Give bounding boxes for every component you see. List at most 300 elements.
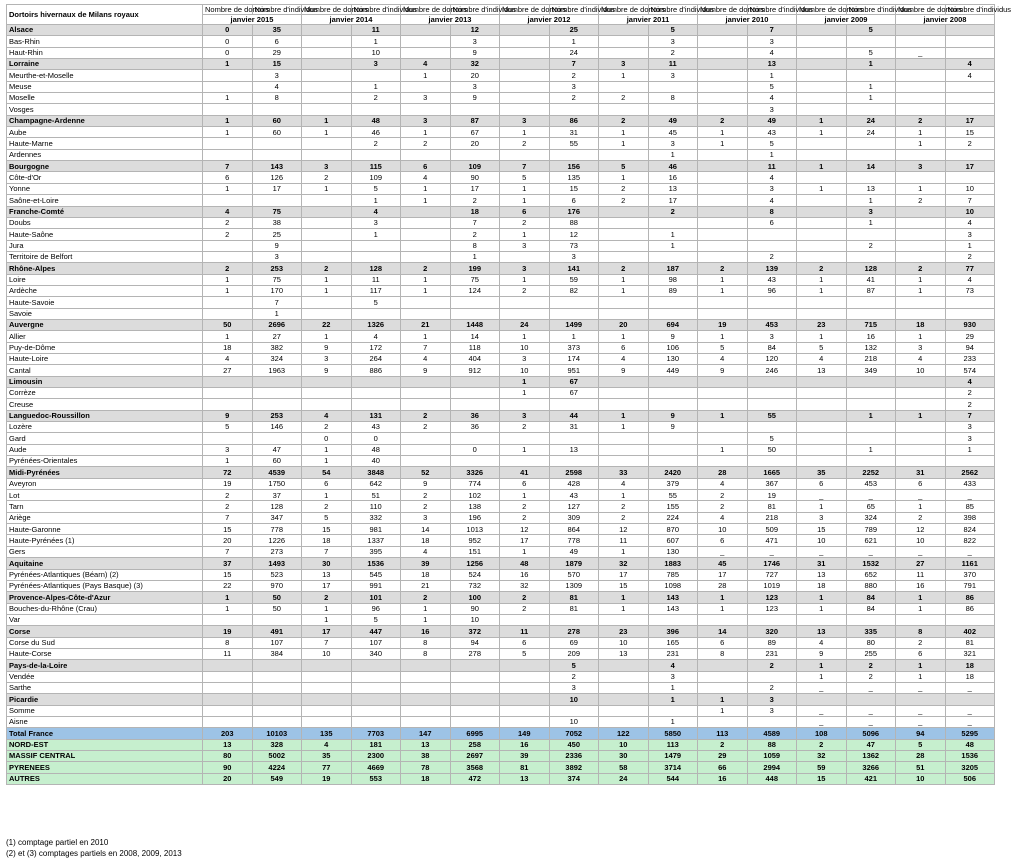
individus-cell: 85 [945,501,995,512]
dortoirs-cell: 37 [203,558,253,569]
individus-cell: 7 [549,59,599,70]
individus-cell: 2300 [351,751,401,762]
dortoirs-cell: 2 [500,592,550,603]
dortoirs-cell: 1 [500,331,550,342]
individus-cell: 6 [549,195,599,206]
dortoirs-cell [797,93,847,104]
individus-cell: 10 [549,694,599,705]
dortoirs-cell: 149 [500,728,550,739]
row-label: Moselle [7,93,203,104]
individus-cell: 16 [648,172,698,183]
individus-cell: 47 [846,739,896,750]
dortoirs-cell [500,251,550,262]
dortoirs-cell: 16 [698,773,748,784]
department-row [7,444,995,455]
dortoirs-cell: 16 [401,626,451,637]
column-header: Nombre d'individus [549,5,599,15]
dortoirs-cell: 5 [896,739,946,750]
individus-cell: 2336 [549,751,599,762]
row-label: Bouches-du-Rhône (Crau) [7,603,203,614]
individus-cell [450,308,500,319]
individus-cell: 2 [450,195,500,206]
individus-cell: _ [846,716,896,727]
individus-cell [450,694,500,705]
individus-cell: 367 [747,478,797,489]
individus-cell: 778 [252,524,302,535]
dortoirs-cell [302,229,352,240]
dortoirs-cell: 1 [797,127,847,138]
individus-cell: 491 [252,626,302,637]
individus-cell: 4 [945,274,995,285]
individus-cell: 1536 [945,751,995,762]
department-row [7,331,995,342]
dortoirs-cell: 2 [203,263,253,274]
dortoirs-cell: 2 [302,422,352,433]
individus-cell: 128 [846,263,896,274]
dortoirs-cell: 2 [599,183,649,194]
dortoirs-cell [599,694,649,705]
dortoirs-cell: 5 [698,342,748,353]
individus-cell: 132 [846,342,896,353]
department-row [7,217,995,228]
row-label: Haute-Loire [7,353,203,364]
individus-cell: 50 [252,603,302,614]
dortoirs-cell [302,308,352,319]
individus-cell [945,47,995,58]
dortoirs-cell: 15 [797,524,847,535]
individus-cell: 2697 [450,751,500,762]
dortoirs-cell: 1 [599,138,649,149]
individus-cell: 421 [846,773,896,784]
individus-cell: 1098 [648,580,698,591]
dortoirs-cell: 147 [401,728,451,739]
dortoirs-cell [896,694,946,705]
individus-cell: 9 [648,422,698,433]
dortoirs-cell: 11 [203,648,253,659]
individus-cell: 3892 [549,762,599,773]
individus-cell: 3714 [648,762,698,773]
individus-cell: 3266 [846,762,896,773]
dortoirs-cell [797,694,847,705]
dortoirs-cell: 39 [401,558,451,569]
dortoirs-cell [203,399,253,410]
individus-cell: 117 [351,285,401,296]
individus-cell: 324 [846,512,896,523]
individus-cell: 1019 [747,580,797,591]
individus-cell: _ [945,716,995,727]
individus-cell: 1 [648,716,698,727]
individus-cell: 1 [846,59,896,70]
dortoirs-cell [500,36,550,47]
individus-cell [450,671,500,682]
individus-cell: 4669 [351,762,401,773]
dortoirs-cell [401,433,451,444]
dortoirs-cell: 2 [401,410,451,421]
dortoirs-cell: 13 [797,569,847,580]
column-header: Nombre de dortoirs [797,5,847,15]
dortoirs-cell: 4 [401,172,451,183]
dortoirs-cell [302,251,352,262]
dortoirs-cell: 1 [203,183,253,194]
individus-cell: 2696 [252,319,302,330]
dortoirs-cell [698,81,748,92]
dortoirs-cell: 2 [698,490,748,501]
individus-cell: 789 [846,524,896,535]
individus-cell [252,433,302,444]
individus-cell: 1 [648,240,698,251]
dortoirs-cell [698,149,748,160]
dortoirs-cell: 1 [401,603,451,614]
individus-cell: 7703 [351,728,401,739]
individus-cell: 5 [549,660,599,671]
individus-cell: 87 [846,285,896,296]
dortoirs-cell: 22 [302,319,352,330]
individus-cell: 472 [450,773,500,784]
row-label: Somme [7,705,203,716]
dortoirs-cell: 17 [302,626,352,637]
individus-cell [945,297,995,308]
individus-cell: 642 [351,478,401,489]
row-label: Sarthe [7,682,203,693]
individus-cell: 3 [945,433,995,444]
dortoirs-cell [500,297,550,308]
year-header: janvier 2013 [401,15,500,25]
individus-cell: 404 [450,353,500,364]
dortoirs-cell: 28 [698,467,748,478]
dortoirs-cell: 1 [302,603,352,614]
individus-cell: 96 [351,603,401,614]
individus-cell: 1532 [846,558,896,569]
dortoirs-cell: 13 [797,626,847,637]
department-row [7,127,995,138]
dortoirs-cell: 0 [302,433,352,444]
dortoirs-cell [797,410,847,421]
individus-cell: 47 [252,444,302,455]
individus-cell: 727 [747,569,797,580]
row-label: Doubs [7,217,203,228]
dortoirs-cell: 17 [302,580,352,591]
dortoirs-cell [698,399,748,410]
dortoirs-cell: 20 [203,535,253,546]
dortoirs-cell: 0 [203,25,253,36]
dortoirs-cell: 1 [698,410,748,421]
dortoirs-cell: 6 [401,161,451,172]
individus-cell: 29 [252,47,302,58]
individus-cell: 113 [648,739,698,750]
dortoirs-cell: 1 [203,93,253,104]
individus-cell: 49 [648,115,698,126]
dortoirs-cell: 1 [203,331,253,342]
row-label: Pyrénées-Orientales [7,456,203,467]
dortoirs-cell [401,251,451,262]
individus-cell [252,149,302,160]
department-row [7,637,995,648]
individus-cell: 51 [351,490,401,501]
dortoirs-cell: 1 [302,614,352,625]
dortoirs-cell: 1 [302,183,352,194]
department-row [7,138,995,149]
dortoirs-cell: 2 [401,422,451,433]
individus-cell [747,229,797,240]
individus-cell: 255 [846,648,896,659]
individus-cell [351,308,401,319]
dortoirs-cell [698,297,748,308]
individus-cell: 970 [252,580,302,591]
individus-cell: 1 [945,444,995,455]
individus-cell: 1 [549,331,599,342]
dortoirs-cell [698,251,748,262]
individus-cell [450,104,500,115]
dortoirs-cell [698,308,748,319]
individus-cell: 131 [351,410,401,421]
dortoirs-cell: 1 [896,671,946,682]
individus-cell: 10 [549,716,599,727]
dortoirs-cell: 15 [203,524,253,535]
dortoirs-cell [797,433,847,444]
dortoirs-cell: 1 [500,127,550,138]
row-label: Total France [7,728,203,739]
individus-cell: 3 [450,81,500,92]
individus-cell [747,716,797,727]
column-header: Nombre d'individus [351,5,401,15]
dortoirs-cell: 1 [599,172,649,183]
department-row [7,104,995,115]
individus-cell: 16 [846,331,896,342]
dortoirs-cell [302,206,352,217]
dortoirs-cell [698,183,748,194]
individus-cell: 67 [549,388,599,399]
dortoirs-cell: 1 [401,274,451,285]
row-label: Meurthe-et-Moselle [7,70,203,81]
individus-cell: 1448 [450,319,500,330]
individus-cell [549,149,599,160]
individus-cell: 174 [549,353,599,364]
individus-cell: 309 [549,512,599,523]
individus-cell: 107 [351,637,401,648]
individus-cell: 24 [549,47,599,58]
dortoirs-cell: 1 [203,115,253,126]
dortoirs-cell: 12 [896,524,946,535]
column-header: Nombre de dortoirs [302,5,352,15]
row-label: Gard [7,433,203,444]
individus-cell: 384 [252,648,302,659]
dortoirs-cell: _ [698,546,748,557]
individus-cell: 65 [846,501,896,512]
dortoirs-cell [797,444,847,455]
dortoirs-cell: 29 [698,751,748,762]
row-label: Haute-Corse [7,648,203,659]
department-row [7,490,995,501]
individus-cell: 86 [549,115,599,126]
individus-cell: 231 [648,648,698,659]
dortoirs-cell: 10 [797,535,847,546]
individus-cell [648,444,698,455]
dortoirs-cell [500,81,550,92]
individus-cell: 544 [648,773,698,784]
dortoirs-cell [302,36,352,47]
dortoirs-cell [797,59,847,70]
row-label: Puy-de-Dôme [7,342,203,353]
individus-cell [351,660,401,671]
individus-cell [648,217,698,228]
individus-cell: 335 [846,626,896,637]
row-label: Bourgogne [7,161,203,172]
dortoirs-cell: 10 [698,524,748,535]
dortoirs-cell [698,376,748,387]
individus-cell: 3 [648,70,698,81]
individus-cell: 43 [747,274,797,285]
dortoirs-cell: 9 [302,342,352,353]
row-label: Ariège [7,512,203,523]
row-label: Vosges [7,104,203,115]
individus-cell: 90 [450,603,500,614]
dortoirs-cell: 10 [500,365,550,376]
dortoirs-cell: 15 [599,580,649,591]
column-header: Nombre de dortoirs [500,5,550,15]
dortoirs-cell: 1 [302,490,352,501]
individus-cell: _ [945,682,995,693]
dortoirs-cell: 2 [797,263,847,274]
individus-cell [351,716,401,727]
individus-cell: 86 [945,603,995,614]
individus-cell: 138 [450,501,500,512]
individus-cell: 218 [846,353,896,364]
row-label: Lozère [7,422,203,433]
individus-cell: 0 [450,444,500,455]
individus-cell: 2994 [747,762,797,773]
dortoirs-cell: 18 [797,580,847,591]
individus-cell: 155 [648,501,698,512]
individus-cell: 18 [450,206,500,217]
row-label: NORD-EST [7,739,203,750]
dortoirs-cell [401,240,451,251]
individus-cell [846,104,896,115]
row-label: Saône-et-Loire [7,195,203,206]
row-label: Lorraine [7,59,203,70]
dortoirs-cell: 6 [203,172,253,183]
dortoirs-cell: 4 [302,410,352,421]
individus-cell [846,308,896,319]
individus-cell [945,694,995,705]
dortoirs-cell: 13 [500,773,550,784]
individus-cell: 102 [450,490,500,501]
individus-cell: _ [945,490,995,501]
dortoirs-cell: 5 [500,172,550,183]
region-row [7,25,995,36]
table-title: Dortoirs hivernaux de Milans royaux [7,5,203,25]
individus-cell [252,614,302,625]
individus-cell: 1746 [747,558,797,569]
individus-cell: 1 [351,229,401,240]
dortoirs-cell [500,93,550,104]
individus-cell: 75 [252,274,302,285]
dortoirs-cell: 9 [698,365,748,376]
dortoirs-cell: 5 [302,512,352,523]
column-header: Nombre d'individus [945,5,995,15]
dortoirs-cell [896,444,946,455]
individus-cell [351,240,401,251]
individus-cell: 120 [747,353,797,364]
individus-cell: 101 [351,592,401,603]
individus-cell [549,308,599,319]
dortoirs-cell: 6 [896,478,946,489]
dortoirs-cell [698,716,748,727]
individus-cell: 20 [450,70,500,81]
region-row [7,206,995,217]
individus-cell: 1 [351,36,401,47]
individus-cell [846,433,896,444]
individus-cell [252,376,302,387]
dortoirs-cell: 30 [302,558,352,569]
individus-cell: 127 [549,501,599,512]
department-row [7,535,995,546]
individus-cell: 55 [648,490,698,501]
dortoirs-cell: 1 [599,592,649,603]
individus-cell: 77 [945,263,995,274]
individus-cell: 553 [351,773,401,784]
department-row [7,501,995,512]
individus-cell: 15 [945,127,995,138]
individus-cell: 4 [747,172,797,183]
individus-cell: _ [846,682,896,693]
row-label: Cantal [7,365,203,376]
individus-cell: 123 [747,592,797,603]
dortoirs-cell: 39 [500,751,550,762]
individus-cell: 224 [648,512,698,523]
individus-cell: 7 [945,410,995,421]
dortoirs-cell [599,297,649,308]
individus-cell [351,70,401,81]
dortoirs-cell [599,456,649,467]
individus-cell: 5 [351,614,401,625]
individus-cell: 621 [846,535,896,546]
row-label: Loire [7,274,203,285]
individus-cell: 172 [351,342,401,353]
dortoirs-cell [698,614,748,625]
individus-cell: _ [945,705,995,716]
individus-cell: 24 [846,127,896,138]
individus-cell: 321 [945,648,995,659]
individus-cell: 3 [549,682,599,693]
dortoirs-cell [599,388,649,399]
dortoirs-cell: 1 [302,285,352,296]
individus-cell: 952 [450,535,500,546]
zone-row [7,762,995,773]
individus-cell: 791 [945,580,995,591]
dortoirs-cell: 6 [500,206,550,217]
dortoirs-cell: 1 [698,127,748,138]
individus-cell: 8 [648,93,698,104]
region-row [7,319,995,330]
dortoirs-cell: 1 [203,285,253,296]
individus-cell: 2 [549,70,599,81]
individus-cell: 320 [747,626,797,637]
individus-cell: 11 [648,59,698,70]
individus-cell: 1499 [549,319,599,330]
row-label: Haute-Saône [7,229,203,240]
individus-cell: 4 [747,93,797,104]
dortoirs-cell [401,25,451,36]
dortoirs-cell [599,25,649,36]
row-label: Meuse [7,81,203,92]
individus-cell: 139 [747,263,797,274]
individus-cell: 31 [549,127,599,138]
region-row [7,59,995,70]
dortoirs-cell [401,682,451,693]
dortoirs-cell: 78 [401,762,451,773]
row-label: Pays-de-la-Loire [7,660,203,671]
dortoirs-cell [797,240,847,251]
